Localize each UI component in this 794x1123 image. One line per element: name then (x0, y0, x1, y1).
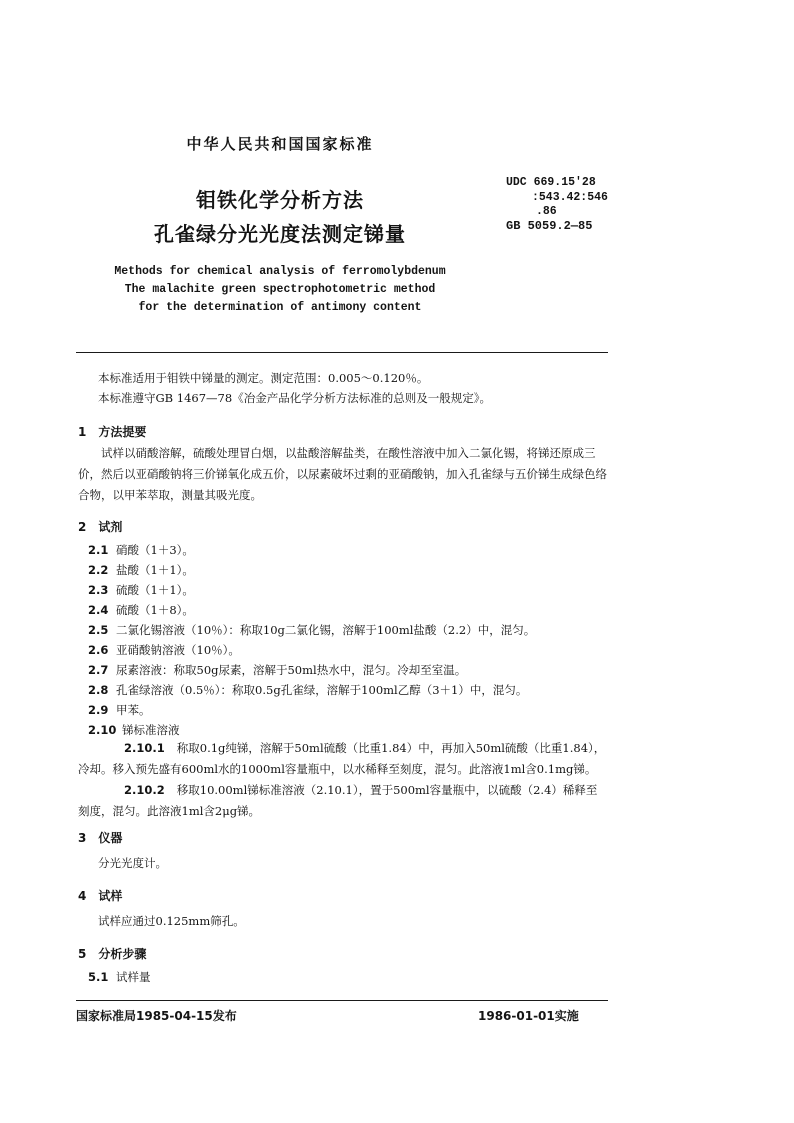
reagent-number: 2.7 (88, 663, 109, 677)
reagent-number: 2.10.2 (124, 783, 165, 797)
reagent-item (88, 560, 194, 580)
reagent-item (88, 620, 535, 640)
reagent-item (88, 700, 151, 720)
english-title-line3: for the determination of antimony content (138, 301, 422, 314)
section-3-text: 分光光度计。 (98, 856, 167, 870)
intro-scope: 本标准适用于钼铁中锑量的测定。测定范围：0.005～0.120％。 (98, 371, 429, 385)
reagent-2-10-2 (78, 780, 608, 822)
gb-standard-number: GB 5059.2—85 (506, 219, 593, 233)
effective-date: 1986-01-01实施 (478, 1009, 579, 1023)
english-title-line2: The malachite green spectrophotometric method (124, 283, 436, 296)
section-1-text: 试样以硝酸溶解，硫酸处理冒白烟，以盐酸溶解盐类，在酸性溶液中加入二氯化锡，将锑还原成三价，然后以亚硝酸钠将三价锑氧化成五价，以尿素破坏过剩的亚硝酸钠，加入孔雀绿与五价锑生成绿色络合物，以甲苯萃取，测量其吸光度。 (78, 446, 607, 502)
reagent-text: 孔雀绿溶液（0.5％）：称取0.5g孔雀绿，溶解于100ml乙醇（3＋1）中，混匀。 (116, 683, 528, 697)
reagent-text: 硫酸（1＋1）。 (116, 583, 194, 597)
section-5-1 (88, 967, 151, 987)
reagent-number: 2.4 (88, 603, 109, 617)
reagent-text: 甲苯。 (116, 703, 151, 717)
reagent-text: 盐酸（1＋1）。 (116, 563, 194, 577)
reagent-2-10-1 (78, 738, 608, 780)
reagent-number: 2.5 (88, 623, 109, 637)
reagent-number: 2.10 (88, 723, 117, 737)
reagent-item (88, 640, 240, 660)
udc-code-line2: :543.42:546 (532, 191, 608, 204)
footer-divider (76, 1000, 608, 1001)
section-2-heading: 2 试剂 (78, 520, 123, 534)
reagent-text: 二氯化锡溶液（10％）：称取10g二氯化锡，溶解于100ml盐酸（2.2）中，混匀。 (116, 623, 536, 637)
section-4-heading: 4 试样 (78, 889, 123, 903)
udc-code-line3: .86 (536, 205, 557, 218)
reagent-item (88, 580, 194, 600)
reagent-item (88, 660, 466, 680)
issuing-nation: 中华人民共和国国家标准 (186, 135, 374, 153)
section-1-heading: 1 方法提要 (78, 425, 147, 439)
reagent-text: 移取10.00ml锑标准溶液（2.10.1），置于500ml容量瓶中，以硫酸（2.4）稀释至刻度，混匀。此溶液1ml含2μg锑。 (78, 783, 598, 818)
udc-code-line1: UDC 669.15′28 (506, 176, 596, 189)
step-number: 5.1 (88, 970, 109, 984)
english-title-line1: Methods for chemical analysis of ferromolybdenum (114, 265, 446, 278)
reagent-number: 2.6 (88, 643, 109, 657)
section-5-heading: 5 分析步骤 (78, 947, 147, 961)
step-text: 试样量 (116, 970, 151, 984)
reagent-item (88, 680, 527, 700)
reagent-number: 2.2 (88, 563, 109, 577)
section-3-heading: 3 仪器 (78, 831, 123, 845)
reagent-number: 2.1 (88, 543, 109, 557)
reagent-number: 2.3 (88, 583, 109, 597)
reagent-number: 2.9 (88, 703, 109, 717)
reagent-text: 亚硝酸钠溶液（10％）。 (116, 643, 240, 657)
reagent-text: 称取0.1g纯锑，溶解于50ml硫酸（比重1.84）中，再加入50ml硫酸（比重1.84），冷却。移入预先盛有600ml水的1000ml容量瓶中，以水稀释至刻度，混匀。此溶液1ml含0.1mg锑。 (78, 741, 606, 776)
reagent-item (88, 600, 194, 620)
document-title-line1: 钼铁化学分析方法 (196, 188, 364, 212)
reagent-item (88, 720, 180, 740)
header-divider (76, 352, 608, 353)
reagent-text: 硝酸（1＋3）。 (116, 543, 194, 557)
reagent-text: 锑标准溶液 (122, 723, 180, 737)
reagent-item (88, 540, 194, 560)
reagent-text: 尿素溶液：称取50g尿素，溶解于50ml热水中，混匀。冷却至室温。 (116, 663, 467, 677)
intro-compliance: 本标准遵守GB 1467—78《冶金产品化学分析方法标准的总则及一般规定》。 (98, 391, 491, 405)
reagent-number: 2.8 (88, 683, 109, 697)
issue-date: 国家标准局1985-04-15发布 (76, 1009, 237, 1023)
reagent-number: 2.10.1 (124, 741, 165, 755)
reagent-text: 硫酸（1＋8）。 (116, 603, 194, 617)
document-title-line2: 孔雀绿分光光度法测定锑量 (154, 222, 406, 246)
section-4-text: 试样应通过0.125mm筛孔。 (98, 914, 245, 928)
